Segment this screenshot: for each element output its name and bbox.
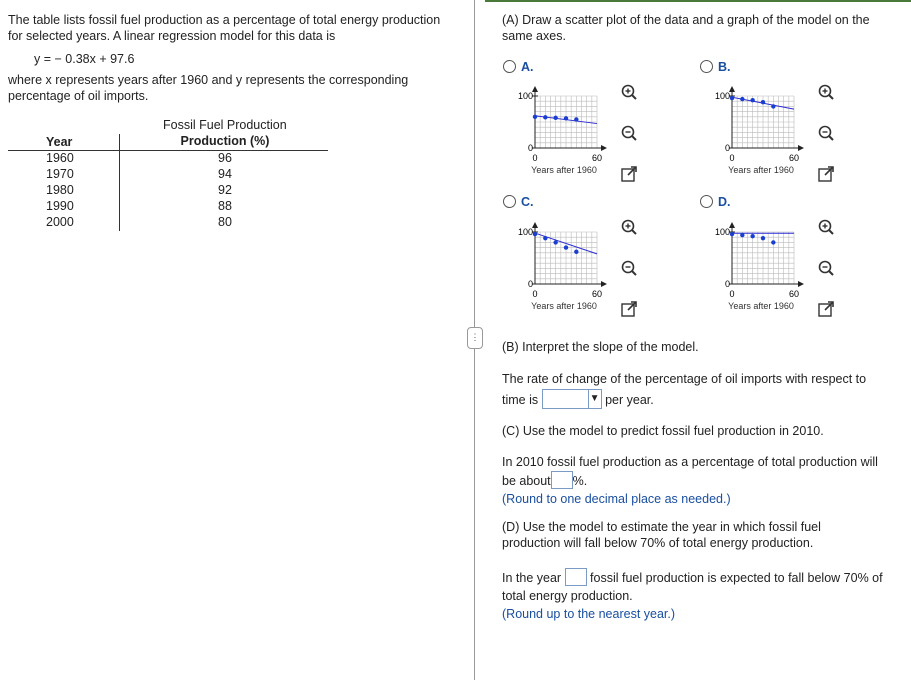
x-axis-label: Years after 1960 (531, 165, 597, 175)
table-cell-year: 1990 (46, 199, 74, 213)
x-axis-label: Years after 1960 (728, 165, 794, 175)
expand-icon[interactable] (620, 165, 638, 183)
x-tick-label: 60 (788, 153, 800, 163)
production-column (120, 134, 330, 230)
table-cell-year: 1970 (46, 167, 74, 181)
zoom-out-icon[interactable] (817, 124, 835, 142)
radio-option-b[interactable] (700, 60, 713, 73)
variable-definition: where x represents years after 1960 and y represents the corresponding percentage of oil imports. (8, 73, 409, 103)
graph-tools-c (620, 218, 640, 341)
x-axis-arrow (798, 145, 804, 151)
table-cell-year: 1980 (46, 183, 74, 197)
data-point (730, 232, 734, 236)
part-c-answer (502, 453, 902, 508)
table-cell-year: 1960 (46, 151, 74, 165)
slope-dropdown[interactable] (542, 389, 602, 409)
part-a-prompt: (A) Draw a scatter plot of the data and a graph of the model on the same axes. (502, 13, 870, 43)
graph-option-a (505, 78, 615, 180)
part-d-line1: In the year fossil fuel production is expected to fall below 70% of (502, 568, 907, 587)
graph-tools-b (817, 83, 837, 206)
data-point (740, 97, 744, 101)
graph-option-c (505, 214, 615, 316)
data-point (761, 236, 765, 240)
x-tick-label: 0 (532, 289, 538, 299)
expand-icon[interactable] (620, 300, 638, 318)
data-point (543, 236, 547, 240)
radio-option-a[interactable] (503, 60, 516, 73)
table-caption: Fossil Fuel Production (163, 118, 287, 132)
table-cell-production: 92 (218, 183, 232, 197)
y-tick-label: 0 (724, 279, 730, 289)
data-point (771, 240, 775, 244)
radio-option-d[interactable] (700, 195, 713, 208)
pane-resize-handle[interactable]: ⋮ (467, 327, 483, 349)
part-d-prompt: (D) Use the model to estimate the year in which fossil fuel production will fall below 70% of total energy production. (502, 520, 821, 550)
data-point (750, 234, 754, 238)
chevron-down-icon: ▼ (588, 390, 601, 408)
data-point (553, 116, 557, 120)
data-point (750, 98, 754, 102)
y-tick-label: 0 (527, 143, 533, 153)
part-c-line2: be about %. (502, 471, 902, 490)
x-axis-label: Years after 1960 (531, 301, 597, 311)
data-point (543, 115, 547, 119)
data-point (553, 240, 557, 244)
zoom-in-icon[interactable] (817, 83, 835, 101)
zoom-in-icon[interactable] (620, 218, 638, 236)
option-c[interactable]: C. (503, 195, 534, 209)
expand-icon[interactable] (817, 165, 835, 183)
zoom-in-icon[interactable] (620, 83, 638, 101)
graph-option-b (702, 78, 812, 180)
x-tick-label: 60 (788, 289, 800, 299)
prediction-2010-input[interactable] (551, 471, 573, 489)
top-accent-line (485, 0, 911, 2)
part-d-line2: total energy production. (502, 589, 633, 603)
x-tick-label: 0 (729, 153, 735, 163)
x-axis-label: Years after 1960 (728, 301, 794, 311)
y-tick-label: 100 (714, 227, 730, 237)
x-tick-label: 60 (591, 153, 603, 163)
intro-text: The table lists fossil fuel production as a percentage of total energy production for selected years. A linear regression model for this data is (8, 13, 441, 43)
table-cell-production: 96 (218, 151, 232, 165)
part-c-line1: In 2010 fossil fuel production as a percentage of total production will (502, 455, 878, 469)
part-c-prompt: (C) Use the model to predict fossil fuel production in 2010. (502, 424, 824, 438)
data-point (564, 245, 568, 249)
option-a[interactable]: A. (503, 60, 534, 74)
data-point (564, 116, 568, 120)
data-point (533, 115, 537, 119)
option-b[interactable]: B. (700, 60, 731, 74)
table-cell-year: 2000 (46, 215, 74, 229)
zoom-in-icon[interactable] (817, 218, 835, 236)
x-tick-label: 0 (729, 289, 735, 299)
data-point (740, 233, 744, 237)
part-b-line1: The rate of change of the percentage of oil imports with respect to (502, 372, 867, 386)
y-tick-label: 0 (724, 143, 730, 153)
data-point (533, 232, 537, 236)
part-d-hint: (Round up to the nearest year.) (502, 607, 676, 621)
y-tick-label: 100 (714, 91, 730, 101)
table-cell-production: 94 (218, 167, 232, 181)
year-70pct-input[interactable] (565, 568, 587, 586)
data-point (730, 96, 734, 100)
part-d-answer (502, 568, 907, 623)
expand-icon[interactable] (817, 300, 835, 318)
part-c-hint: (Round to one decimal place as needed.) (502, 492, 731, 506)
x-tick-label: 0 (532, 153, 538, 163)
zoom-out-icon[interactable] (817, 259, 835, 277)
table-cell-production: 88 (218, 199, 232, 213)
y-tick-label: 100 (517, 91, 533, 101)
model-equation: y = − 0.38x + 97.6 (34, 52, 135, 66)
graph-option-d (702, 214, 812, 316)
y-tick-label: 100 (517, 227, 533, 237)
radio-option-c[interactable] (503, 195, 516, 208)
zoom-out-icon[interactable] (620, 124, 638, 142)
x-tick-label: 60 (591, 289, 603, 299)
part-b-prompt: (B) Interpret the slope of the model. (502, 340, 699, 354)
zoom-out-icon[interactable] (620, 259, 638, 277)
graph-tools-d (817, 218, 837, 341)
data-point (771, 104, 775, 108)
data-point (761, 100, 765, 104)
graph-tools-a (620, 83, 640, 206)
y-tick-label: 0 (527, 279, 533, 289)
year-header: Year (46, 135, 73, 149)
production-header: Production (%) (180, 134, 270, 148)
part-b-line2: time is ▼ per year. (502, 389, 902, 410)
year-column (8, 134, 112, 230)
data-point (574, 250, 578, 254)
x-axis-arrow (798, 281, 804, 287)
table-cell-production: 80 (218, 215, 232, 229)
part-b-answer (502, 369, 902, 410)
data-point (574, 117, 578, 121)
x-axis-arrow (601, 281, 607, 287)
option-d[interactable]: D. (700, 195, 731, 209)
x-axis-arrow (601, 145, 607, 151)
